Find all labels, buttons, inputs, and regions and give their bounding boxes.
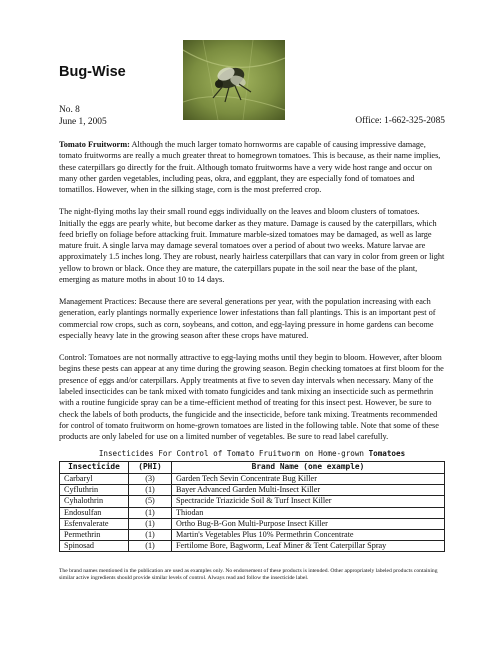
table-row (60, 485, 445, 496)
insecticide-cell: Carbaryl (60, 474, 129, 485)
header-phi: (PHI) (129, 462, 172, 474)
article-body (59, 139, 445, 453)
insect-photo (183, 40, 285, 120)
header-insecticide: Insecticide (60, 462, 129, 474)
phi-cell: (5) (129, 496, 172, 507)
insecticide-cell: Endosulfan (60, 507, 129, 518)
phi-cell: (1) (129, 518, 172, 529)
insect-on-leaf-photo-icon (183, 40, 285, 120)
brand-cell: Martin's Vegetables Plus 10% Permethrin Concentrate (172, 530, 445, 541)
issue-info (59, 104, 107, 128)
insecticide-cell: Spinosad (60, 541, 129, 552)
insecticide-cell: Cyfluthrin (60, 485, 129, 496)
insecticide-cell: Esfenvalerate (60, 518, 129, 529)
paragraph-management: Management Practices: Because there are several generations per year, with the population increasing with each generation, early plantings normally experience lower infestations than fall plantings. This is an important pest of commercial row crops, such as corn, soybeans, and cotton, and egg-laying pressure in home gardens can become especially heavy late in the growing season after these crops have matured. (59, 297, 436, 341)
newsletter-title: Bug-Wise (59, 64, 126, 80)
phi-cell: (1) (129, 507, 172, 518)
brand-cell: Bayer Advanced Garden Multi-Insect Killer (172, 485, 445, 496)
table-caption (59, 449, 445, 458)
table-row (60, 507, 445, 518)
table-caption-bold: Tomatoes (368, 449, 406, 458)
table-row (60, 518, 445, 529)
table-row (60, 530, 445, 541)
table-row (60, 474, 445, 485)
insecticide-table (59, 461, 445, 552)
insecticide-cell: Cyhalothrin (60, 496, 129, 507)
phi-cell: (1) (129, 485, 172, 496)
phi-cell: (1) (129, 530, 172, 541)
brand-cell: Spectracide Triazicide Soil & Turf Insect Killer (172, 496, 445, 507)
table-row (60, 496, 445, 507)
issue-number: No. 8 (59, 105, 80, 115)
issue-date: June 1, 2005 (59, 117, 107, 127)
table-caption-text: Insecticides For Control of Tomato Fruitworm on Home-grown (98, 449, 369, 458)
paragraph-control: Control: Tomatoes are not normally attractive to egg-laying moths until they begin to bloom. However, after bloom begins these pests can appear at any time during the growing season. Begin checking tomatoes at first bloom for the presence of eggs and/or caterpillars. Apply treatments at five to seven day intervals when necessary. Many of the labeled insecticides can be tank mixed with tomato fungicides and tank mixing an insecticide such as permethrin with a routine fungicide spray can be a time-efficient method of treating for this insect pest. However, be sure to check the labels of both products, the fungicide and the insecticide, before tank mixing. Treatments recommended for control of tomato fruitworm on home-grown tomatoes are listed in the following table. Note that some of these products are only labeled for use on a limited number of vegetables. Be sure to read label carefully. (59, 353, 444, 442)
office-phone: Office: 1-662-325-2085 (355, 116, 445, 126)
table-header-row (60, 462, 445, 474)
table-row (60, 541, 445, 552)
brand-cell: Fertilome Bore, Bagworm, Leaf Miner & Tent Caterpillar Spray (172, 541, 445, 552)
paragraph-text: Although the much larger tomato hornworms are capable of causing impressive damage, tomato fruitworms are really a much greater threat to homegrown tomatoes. This is because, as their name implies, these caterpillars go directly for the fruit. Although tomato fruitworms have a very wide host range and occur on many other garden vegetables, including peas, okra, and eggplant, they are especially fond of tomatoes and tomatillos. However, when in the silking stage, corn is the most preferred crop. (59, 140, 441, 195)
brand-cell: Thiodan (172, 507, 445, 518)
brand-cell: Ortho Bug-B-Gon Multi-Purpose Insect Killer (172, 518, 445, 529)
disclaimer-footnote: The brand names mentioned in the publication are used as examples only. No endorsement of these products is intended. Other appropriately labeled products containing similar active ingredients should provide similar levels of control. Always read and follow the insecticide label. (59, 568, 438, 582)
brand-cell: Garden Tech Sevin Concentrate Bug Killer (172, 474, 445, 485)
paragraph-biology: The night-flying moths lay their small round eggs individually on the leaves and bloom clusters of tomatoes. Initially the eggs are pearly white, but become darker as they mature. Damage is caused by the caterpillars, which feed briefly on foliage before attacking fruit. Immature marble-sized tomatoes may be damaged, as well as large mature fruit. A single larva may damage several tomatoes over a period of about two weeks. Mature larvae are approximately 1.5 inches long. They are robust, nearly hairless caterpillars that can vary in color from green or light yellow to brown or black. Once they are mature, the caterpillars pupate in the soil near the base of the plant, emerging as mature moths in about 10 to 14 days. (59, 207, 445, 285)
paragraph-intro (59, 139, 445, 195)
insecticide-cell: Permethrin (60, 530, 129, 541)
lead-term: Tomato Fruitworm: (59, 140, 130, 149)
phi-cell: (3) (129, 474, 172, 485)
header-brand-name: Brand Name (one example) (172, 462, 445, 474)
phi-cell: (1) (129, 541, 172, 552)
